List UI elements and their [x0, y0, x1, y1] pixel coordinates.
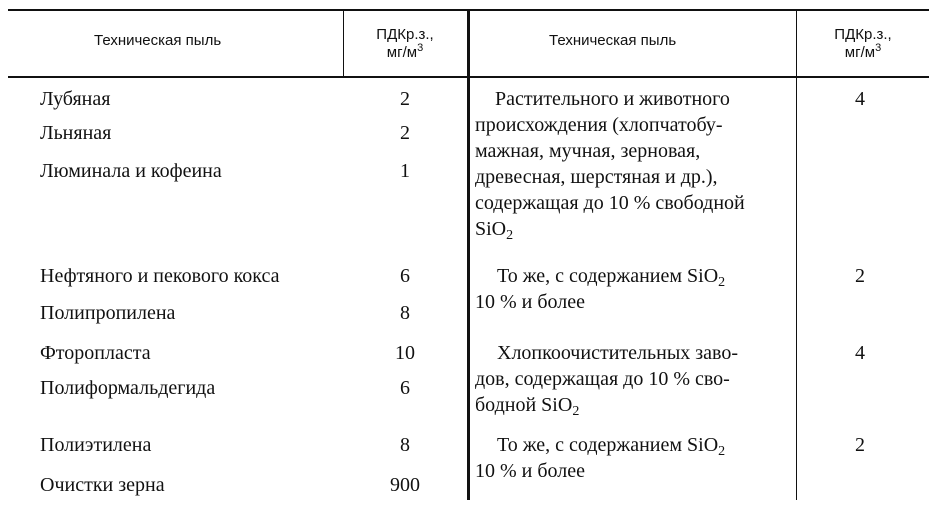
center-divider: [467, 11, 470, 500]
text-line: 10 % и более: [475, 291, 586, 313]
text-line: SiO$_2$: [475, 218, 514, 243]
text-line: мажная, мучная, зерновая,: [475, 140, 701, 162]
text-line: То же, с содержанием SiO$_2$: [497, 265, 726, 290]
right-col-divider: [796, 11, 797, 500]
left-row-name: Льняная: [40, 122, 112, 144]
right-row-description: [475, 432, 793, 484]
text-line: древесная, шерстяная и др.),: [475, 166, 718, 188]
header-dust-left: Техническая пыль: [94, 32, 222, 49]
header-pdk-right: [813, 26, 913, 62]
right-row-description: [475, 340, 793, 418]
header-pdk-left-line1: ПДКр.з.,: [376, 26, 434, 43]
left-row-name: Полиформальдегида: [40, 377, 216, 399]
left-row-name: Фторопласта: [40, 342, 151, 364]
text-line: дов, содержащая до 10 % сво-: [475, 368, 730, 390]
left-row-value: 8: [400, 434, 410, 456]
header-dust-right: Техническая пыль: [549, 32, 677, 49]
left-row-value: 2: [400, 88, 410, 110]
text-line: бодной SiO$_2$: [475, 394, 580, 419]
left-row-name: Полиэтилена: [40, 434, 152, 456]
left-row-value: 2: [400, 122, 410, 144]
header-pdk-left-unit: $мг/м^3$: [386, 42, 424, 61]
right-row-value: 4: [855, 342, 865, 364]
header-pdk-left: [355, 26, 455, 62]
left-row-name: Полипропилена: [40, 302, 176, 324]
text-line: 10 % и более: [475, 460, 586, 482]
left-row-name: Люминала и кофеина: [40, 160, 222, 182]
right-row-value: 2: [855, 434, 865, 456]
left-row-value: 6: [400, 265, 410, 287]
header-pdk-right-line1: ПДКр.з.,: [834, 26, 892, 43]
right-row-description: [475, 86, 793, 242]
left-row-name: Очистки зерна: [40, 474, 165, 496]
text-line: Хлопкоочистительных заво-: [497, 342, 738, 364]
header-pdk-right-unit: $мг/м^3$: [844, 42, 882, 61]
text-line: происхождения (хлопчатобу-: [475, 114, 723, 136]
left-row-value: 6: [400, 377, 410, 399]
left-row-value: 900: [390, 474, 420, 496]
right-row-value: 2: [855, 265, 865, 287]
left-col-divider: [343, 11, 344, 76]
left-row-value: 8: [400, 302, 410, 324]
right-row-value: 4: [855, 88, 865, 110]
right-row-description: [475, 263, 793, 315]
left-row-name: Лубяная: [40, 88, 111, 110]
left-row-value: 1: [400, 160, 410, 182]
left-row-name: Нефтяного и пекового кокса: [40, 265, 280, 287]
text-line: То же, с содержанием SiO$_2$: [497, 434, 726, 459]
text-line: Растительного и животного: [495, 88, 730, 110]
left-row-value: 10: [395, 342, 415, 364]
text-line: содержащая до 10 % свободной: [475, 192, 745, 214]
